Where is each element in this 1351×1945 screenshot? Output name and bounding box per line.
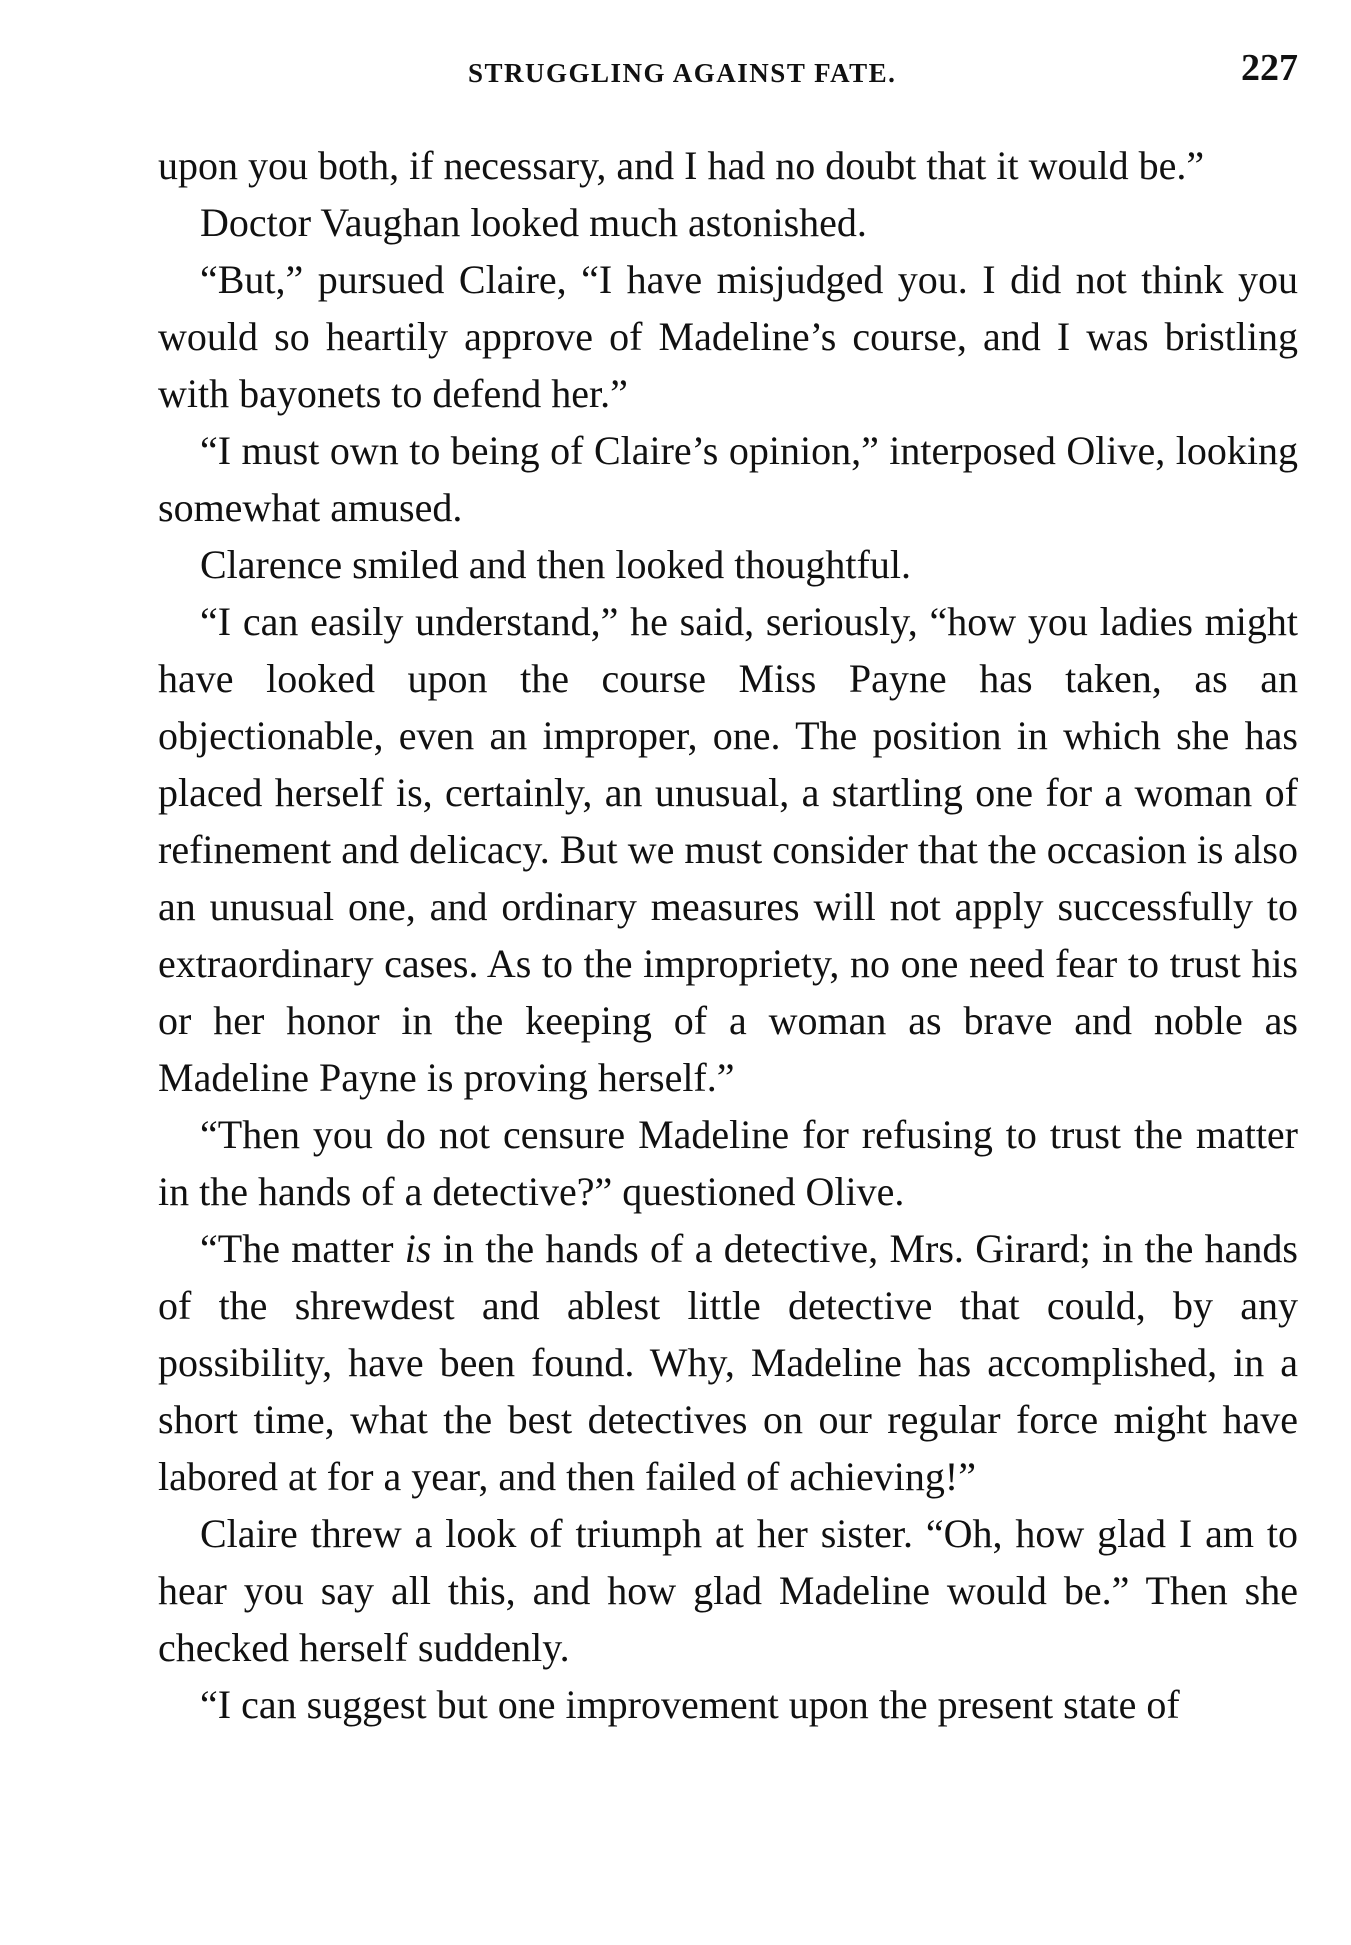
body-text [158, 137, 1298, 1733]
paragraph: “Then you do not censure Madeline for refusing to trust the matter in the hands of a detective?” questioned Olive. [158, 1112, 1298, 1214]
paragraph: Doctor Vaughan looked much astonished. [200, 200, 867, 245]
paragraph-continuation: upon you both, if necessary, and I had no doubt that it would be.” [158, 143, 1205, 188]
paragraph: “But,” pursued Claire, “I have misjudged you. I did not think you would so heartily approve of Madeline’s course, and I was bristling with bayonets to defend her.” [158, 257, 1298, 416]
paragraph-with-emphasis [158, 1220, 1298, 1505]
paragraph-text: “The matter [200, 1226, 405, 1271]
page-header [158, 44, 1298, 94]
paragraph: “I must own to being of Claire’s opinion,” interposed Olive, looking somewhat amused. [158, 428, 1298, 530]
paragraph: “I can easily understand,” he said, seriously, “how you ladies might have looked upon the course Miss Payne has taken, as an objectionable, even an improper, one. The position in which she has placed herself is, certainly, an unusual, a startling one for a woman of refinement and delicacy. But we must consider that the occasion is also an unusual one, and ordinary measures will not apply successfully to extraordinary cases. As to the impropriety, no one need fear to trust his or her honor in the keeping of a woman as brave and noble as Madeline Payne is proving herself.” [158, 599, 1298, 1100]
emphasis-text: is [404, 1226, 432, 1271]
paragraph-text: in the hands of a detective, Mrs. Girard; in the hands of the shrewdest and ablest little detective that could, by any possibility, have been found. Why, Madeline has accomplished, in a short time, what the best detectives on our regular force might have labored at for a year, and then failed of achieving!” [158, 1226, 1299, 1499]
paragraph: Claire threw a look of triumph at her sister. “Oh, how glad I am to hear you say all this, and how glad Madeline would be.” Then she checked herself suddenly. [158, 1511, 1298, 1670]
running-head: STRUGGLING AGAINST FATE. [468, 58, 897, 88]
paragraph: Clarence smiled and then looked thoughtful. [200, 542, 911, 587]
paragraph: “I can suggest but one improvement upon the present state of [200, 1682, 1180, 1727]
page-number: 227 [1241, 47, 1298, 89]
